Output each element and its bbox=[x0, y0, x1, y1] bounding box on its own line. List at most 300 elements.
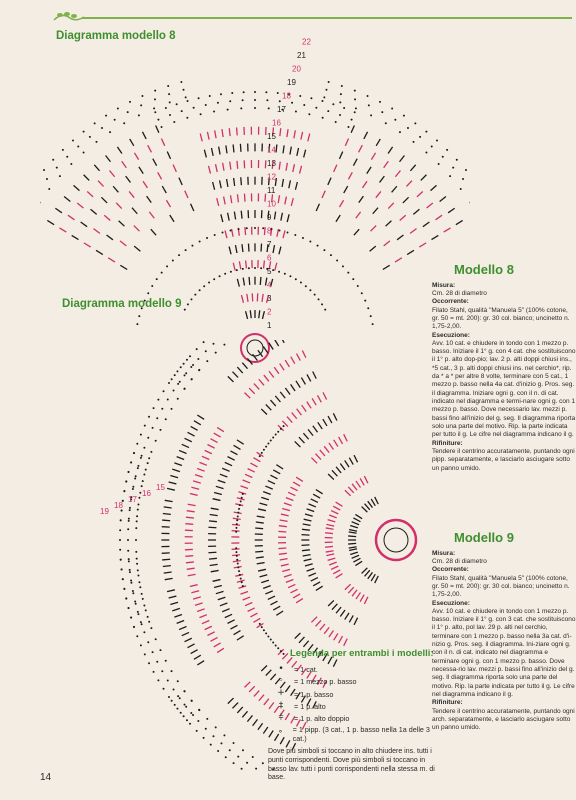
chain-stitch bbox=[159, 649, 161, 651]
stitch-mark bbox=[165, 578, 173, 579]
chain-stitch bbox=[176, 708, 178, 710]
stitch-mark bbox=[278, 195, 279, 203]
chain-stitch bbox=[347, 126, 349, 128]
stitch-mark bbox=[384, 241, 390, 246]
chain-stitch bbox=[212, 343, 214, 345]
modello9-title: Modello 9 bbox=[454, 530, 514, 545]
stitch-mark bbox=[167, 590, 175, 592]
stitch-mark bbox=[293, 594, 300, 598]
stitch-mark bbox=[216, 591, 224, 593]
chain-stitch bbox=[137, 465, 139, 467]
stitch-mark bbox=[313, 494, 320, 498]
chain-stitch bbox=[394, 119, 396, 121]
stitch-mark bbox=[262, 311, 264, 319]
chain-stitch bbox=[128, 558, 130, 560]
chain-stitch bbox=[248, 267, 250, 269]
stitch-mark bbox=[233, 145, 234, 153]
round-number: 18 bbox=[282, 91, 291, 101]
stitch-mark bbox=[383, 265, 390, 269]
chain-stitch bbox=[136, 558, 138, 560]
chain-stitch bbox=[246, 762, 248, 764]
chain-stitch bbox=[172, 260, 174, 262]
chain-stitch bbox=[206, 360, 208, 362]
esecuzione-heading: Esecuzione: bbox=[432, 331, 470, 339]
stitch-mark bbox=[214, 492, 222, 494]
stitch-mark bbox=[187, 511, 195, 512]
stitch-mark bbox=[339, 636, 343, 643]
chain-stitch bbox=[339, 114, 341, 116]
chain-stitch bbox=[186, 359, 188, 361]
chain-stitch bbox=[354, 98, 356, 100]
center-ring bbox=[376, 520, 416, 560]
stitch-mark bbox=[230, 195, 231, 203]
stitch-mark bbox=[348, 172, 352, 179]
chain-stitch bbox=[236, 519, 238, 521]
chain-stitch bbox=[254, 107, 256, 109]
stitch-mark bbox=[255, 528, 263, 529]
chain-stitch bbox=[192, 714, 194, 716]
stitch-mark bbox=[448, 208, 455, 213]
stitch-mark bbox=[427, 203, 433, 208]
stitch-mark bbox=[282, 569, 290, 571]
stitch-mark bbox=[362, 507, 368, 513]
chain-stitch bbox=[173, 390, 175, 392]
stitch-mark bbox=[313, 582, 320, 586]
stitch-mark bbox=[336, 502, 343, 506]
chain-stitch bbox=[381, 111, 383, 113]
stitch-mark bbox=[421, 175, 427, 181]
stitch-mark bbox=[281, 564, 289, 566]
stitch-mark bbox=[302, 550, 310, 551]
stitch-mark bbox=[287, 417, 292, 423]
stitch-mark bbox=[259, 379, 264, 385]
stitch-mark bbox=[193, 597, 201, 599]
stitch-mark bbox=[368, 572, 373, 578]
chain-stitch bbox=[343, 107, 345, 109]
stitch-mark bbox=[237, 127, 238, 135]
chain-stitch bbox=[143, 604, 145, 606]
stitch-mark bbox=[359, 196, 364, 203]
stitch-mark bbox=[223, 163, 224, 171]
stitch-mark bbox=[316, 490, 323, 494]
stitch-mark bbox=[276, 611, 283, 615]
stitch-mark bbox=[301, 132, 303, 140]
chain-stitch bbox=[191, 700, 193, 702]
chain-stitch bbox=[148, 662, 150, 664]
stitch-mark bbox=[233, 263, 235, 271]
stitch-mark bbox=[220, 474, 227, 477]
stitch-mark bbox=[349, 458, 353, 465]
stitch-mark bbox=[329, 443, 334, 450]
chain-stitch bbox=[137, 503, 139, 505]
chain-stitch bbox=[270, 639, 272, 641]
stitch-mark bbox=[279, 162, 280, 170]
stitch-mark bbox=[248, 608, 255, 611]
chain-stitch bbox=[119, 549, 121, 551]
chain-stitch bbox=[152, 427, 154, 429]
chain-stitch bbox=[176, 370, 178, 372]
stitch-mark bbox=[259, 310, 260, 318]
stitch-mark bbox=[241, 211, 242, 219]
stitch-mark bbox=[375, 497, 379, 504]
stitch-mark bbox=[218, 480, 226, 483]
stitch-mark bbox=[311, 617, 317, 623]
stitch-mark bbox=[344, 186, 348, 193]
stitch-mark bbox=[273, 245, 274, 253]
chain-stitch bbox=[132, 486, 134, 488]
stitch-mark bbox=[195, 475, 203, 477]
stitch-mark bbox=[170, 476, 178, 478]
legend-row: ⫩ = 1 p. alto doppio bbox=[268, 713, 438, 724]
chain-stitch bbox=[147, 292, 149, 294]
round-number: 6 bbox=[267, 253, 272, 263]
chain-stitch bbox=[442, 156, 444, 158]
chain-stitch bbox=[139, 586, 141, 588]
chain-stitch bbox=[95, 141, 97, 143]
stitch-mark bbox=[213, 182, 215, 190]
round-number: 21 bbox=[297, 51, 306, 60]
stitch-mark bbox=[209, 521, 217, 522]
chain-stitch bbox=[399, 131, 401, 133]
chain-stitch bbox=[143, 631, 145, 633]
chain-stitch bbox=[153, 407, 155, 409]
round-number: 2 bbox=[267, 307, 272, 317]
chain-stitch bbox=[280, 428, 282, 430]
chain-stitch bbox=[140, 644, 142, 646]
stitch-mark bbox=[280, 364, 284, 371]
legend-title: Legenda per entrambi i modelli: bbox=[290, 648, 434, 659]
stitch-mark bbox=[273, 470, 280, 474]
chain-stitch bbox=[357, 285, 359, 287]
chain-stitch bbox=[132, 590, 134, 592]
stitch-mark bbox=[116, 203, 122, 209]
stitch-mark bbox=[336, 215, 340, 222]
chain-stitch bbox=[143, 474, 145, 476]
chain-stitch bbox=[150, 451, 152, 453]
stitch-mark bbox=[308, 134, 310, 142]
chain-stitch bbox=[225, 756, 227, 758]
chain-stitch bbox=[309, 289, 311, 291]
stitch-mark bbox=[290, 589, 297, 593]
chain-stitch bbox=[299, 95, 301, 97]
chain-stitch bbox=[425, 131, 427, 133]
stitch-mark bbox=[199, 615, 206, 618]
chain-stitch bbox=[83, 131, 85, 133]
chain-stitch bbox=[300, 282, 302, 284]
stitch-mark bbox=[211, 439, 218, 443]
chain-stitch bbox=[236, 269, 238, 271]
stitch-mark bbox=[173, 165, 176, 172]
stitch-mark bbox=[232, 703, 238, 709]
stitch-mark bbox=[289, 180, 291, 188]
chain-stitch bbox=[159, 429, 161, 431]
chain-stitch bbox=[198, 97, 200, 99]
chain-stitch bbox=[154, 98, 156, 100]
round-number: 22 bbox=[302, 37, 311, 47]
stitch-mark bbox=[170, 215, 174, 222]
chain-stitch bbox=[403, 115, 405, 117]
chain-stitch bbox=[187, 100, 189, 102]
chain-stitch bbox=[125, 598, 127, 600]
chain-stitch bbox=[354, 111, 356, 113]
chain-stitch bbox=[130, 617, 132, 619]
stitch-mark bbox=[258, 350, 263, 356]
stitch-mark bbox=[303, 524, 311, 525]
stitch-mark bbox=[440, 197, 446, 202]
chain-stitch bbox=[145, 609, 147, 611]
stitch-mark bbox=[247, 294, 248, 302]
chain-stitch bbox=[140, 457, 142, 459]
chain-stitch bbox=[242, 493, 244, 495]
stitch-mark bbox=[336, 574, 343, 578]
stitch-mark bbox=[225, 462, 232, 465]
chain-stitch bbox=[279, 100, 281, 102]
stitch-mark bbox=[134, 226, 140, 232]
chain-stitch bbox=[223, 344, 225, 346]
stitch-mark bbox=[228, 213, 230, 221]
chain-stitch bbox=[156, 417, 158, 419]
stitch-mark bbox=[353, 558, 360, 562]
stitch-mark bbox=[185, 191, 188, 198]
chain-stitch bbox=[177, 695, 179, 697]
chain-stitch bbox=[141, 593, 143, 595]
chain-stitch bbox=[59, 175, 61, 177]
chain-stitch bbox=[289, 275, 291, 277]
chain-stitch bbox=[77, 146, 79, 148]
modello8-instructions bbox=[432, 262, 576, 473]
chain-stitch bbox=[364, 300, 366, 302]
chain-stitch bbox=[213, 278, 215, 280]
stitch-mark bbox=[326, 551, 334, 552]
stitch-mark bbox=[220, 603, 227, 606]
stitch-mark bbox=[260, 277, 261, 285]
chain-stitch bbox=[291, 102, 293, 104]
stitch-mark bbox=[187, 568, 195, 569]
stitch-mark bbox=[274, 212, 275, 220]
round-number: 17 bbox=[128, 495, 137, 504]
chain-stitch bbox=[196, 348, 198, 350]
chain-stitch bbox=[372, 323, 374, 325]
chain-stitch bbox=[332, 103, 334, 105]
chain-stitch bbox=[83, 152, 85, 154]
chain-stitch bbox=[235, 547, 237, 549]
chain-stitch bbox=[198, 369, 200, 371]
stitch-mark bbox=[270, 400, 275, 406]
stitch-mark bbox=[274, 367, 279, 374]
chain-stitch bbox=[190, 712, 192, 714]
chain-stitch bbox=[238, 228, 240, 230]
stitch-mark bbox=[303, 641, 308, 647]
stitch-mark bbox=[302, 405, 307, 412]
stitch-mark bbox=[269, 371, 274, 377]
stitch-mark bbox=[395, 171, 400, 177]
stitch-mark bbox=[288, 492, 295, 495]
stitch-mark bbox=[325, 546, 333, 547]
stitch-mark bbox=[191, 204, 194, 211]
chain-stitch bbox=[355, 107, 357, 109]
chain-stitch bbox=[197, 720, 199, 722]
stitch-mark bbox=[294, 130, 295, 138]
stitch-mark bbox=[329, 562, 336, 565]
stitch-mark bbox=[329, 515, 336, 518]
chain-stitch bbox=[148, 416, 150, 418]
stitch-mark bbox=[287, 129, 288, 137]
stitch-mark bbox=[190, 585, 198, 587]
stitch-mark bbox=[376, 191, 381, 197]
stitch-mark bbox=[250, 613, 257, 617]
stitch-mark bbox=[148, 145, 152, 152]
stitch-mark bbox=[91, 209, 97, 214]
stitch-mark bbox=[208, 166, 210, 174]
chain-stitch bbox=[205, 104, 207, 106]
stitch-mark bbox=[179, 450, 186, 453]
stitch-mark bbox=[167, 152, 170, 159]
chain-stitch bbox=[449, 175, 451, 177]
stitch-mark bbox=[328, 558, 336, 560]
chain-stitch bbox=[169, 114, 171, 116]
chain-stitch bbox=[134, 601, 136, 603]
chain-stitch bbox=[167, 679, 169, 681]
stitch-mark bbox=[400, 215, 406, 220]
chain-stitch bbox=[122, 578, 124, 580]
chain-stitch bbox=[128, 471, 130, 473]
round-number: 10 bbox=[267, 199, 276, 209]
stitch-mark bbox=[186, 517, 194, 518]
chain-stitch bbox=[163, 390, 165, 392]
chain-stitch bbox=[101, 127, 103, 129]
occorrente-heading: Occorrente: bbox=[432, 566, 469, 574]
stitch-mark bbox=[348, 543, 356, 544]
chain-stitch bbox=[237, 756, 239, 758]
stitch-mark bbox=[262, 294, 263, 302]
chain-stitch bbox=[89, 136, 91, 138]
stitch-mark bbox=[287, 214, 289, 222]
chain-stitch bbox=[135, 539, 137, 541]
chain-stitch bbox=[141, 95, 143, 97]
stitch-mark bbox=[211, 148, 213, 156]
chain-stitch bbox=[130, 462, 132, 464]
stitch-mark bbox=[253, 719, 258, 725]
stitch-mark bbox=[265, 591, 272, 594]
chain-stitch bbox=[217, 102, 219, 104]
chain-stitch bbox=[214, 234, 216, 236]
stitch-mark bbox=[194, 655, 201, 659]
stitch-mark bbox=[336, 607, 341, 613]
chain-stitch bbox=[173, 121, 175, 123]
chain-stitch bbox=[267, 636, 269, 638]
chain-stitch bbox=[370, 114, 372, 116]
chain-stitch bbox=[145, 469, 147, 471]
stitch-mark bbox=[261, 497, 269, 499]
chain-stitch bbox=[261, 452, 263, 454]
stitch-mark bbox=[316, 586, 323, 590]
round-number: 3 bbox=[267, 294, 272, 303]
chain-stitch bbox=[339, 101, 341, 103]
stitch-mark bbox=[280, 520, 288, 521]
chain-stitch bbox=[193, 107, 195, 109]
chain-stitch bbox=[206, 237, 208, 239]
chain-stitch bbox=[132, 592, 134, 594]
chain-stitch bbox=[161, 126, 163, 128]
chain-stitch bbox=[184, 690, 186, 692]
stitch-mark bbox=[365, 570, 370, 576]
chain-stitch bbox=[167, 399, 169, 401]
stitch-mark bbox=[279, 553, 287, 554]
chain-stitch bbox=[233, 742, 235, 744]
rifiniture-heading: Rifiniture: bbox=[432, 439, 463, 447]
chain-stitch bbox=[465, 169, 467, 171]
stitch-mark bbox=[308, 504, 315, 507]
stitch-mark bbox=[197, 468, 205, 471]
stitch-mark bbox=[177, 457, 184, 460]
stitch-mark bbox=[303, 555, 311, 556]
stitch-mark bbox=[302, 529, 310, 530]
stitch-mark bbox=[227, 179, 228, 187]
chain-stitch bbox=[141, 455, 143, 457]
header-ornament bbox=[52, 10, 572, 24]
chain-stitch bbox=[187, 303, 189, 305]
chain-stitch bbox=[266, 99, 268, 101]
chain-stitch bbox=[147, 462, 149, 464]
chain-stitch bbox=[196, 730, 198, 732]
chain-stitch bbox=[237, 563, 239, 565]
stitch-mark bbox=[139, 167, 143, 174]
chain-stitch bbox=[148, 457, 150, 459]
stitch-mark bbox=[370, 246, 376, 251]
stitch-mark bbox=[332, 604, 337, 610]
chain-stitch bbox=[137, 575, 139, 577]
chain-stitch bbox=[407, 127, 409, 129]
stitch-mark bbox=[68, 215, 75, 220]
stitch-mark bbox=[167, 488, 175, 490]
stitch-mark bbox=[375, 576, 379, 583]
chain-stitch bbox=[119, 539, 121, 541]
chain-stitch bbox=[70, 163, 72, 165]
stitch-mark bbox=[291, 198, 293, 206]
stitch-mark bbox=[345, 613, 349, 620]
stitch-mark bbox=[217, 427, 224, 431]
stitch-mark bbox=[106, 155, 111, 161]
chain-stitch bbox=[129, 507, 131, 509]
stitch-mark bbox=[60, 228, 67, 232]
chain-stitch bbox=[130, 582, 132, 584]
stitch-mark bbox=[197, 609, 205, 612]
stitch-mark bbox=[47, 220, 54, 224]
stitch-mark bbox=[353, 518, 360, 522]
chain-stitch bbox=[120, 519, 122, 521]
stitch-mark bbox=[349, 532, 357, 533]
chain-stitch bbox=[425, 152, 427, 154]
chain-stitch bbox=[174, 374, 176, 376]
stitch-mark bbox=[257, 516, 265, 517]
chain-stitch bbox=[147, 641, 149, 643]
chain-stitch bbox=[183, 715, 185, 717]
stitch-mark bbox=[237, 707, 242, 713]
chain-stitch bbox=[286, 231, 288, 233]
stitch-mark bbox=[243, 278, 244, 286]
stitch-mark bbox=[302, 351, 306, 358]
stitch-mark bbox=[356, 212, 361, 218]
chain-stitch bbox=[239, 574, 241, 576]
chain-stitch bbox=[224, 273, 226, 275]
chain-stitch bbox=[185, 372, 187, 374]
chain-stitch bbox=[255, 768, 257, 770]
stitch-mark bbox=[93, 229, 99, 234]
chain-stitch bbox=[310, 97, 312, 99]
chain-stitch bbox=[268, 107, 270, 109]
stitch-mark bbox=[242, 363, 247, 369]
stitch-mark bbox=[234, 212, 235, 220]
